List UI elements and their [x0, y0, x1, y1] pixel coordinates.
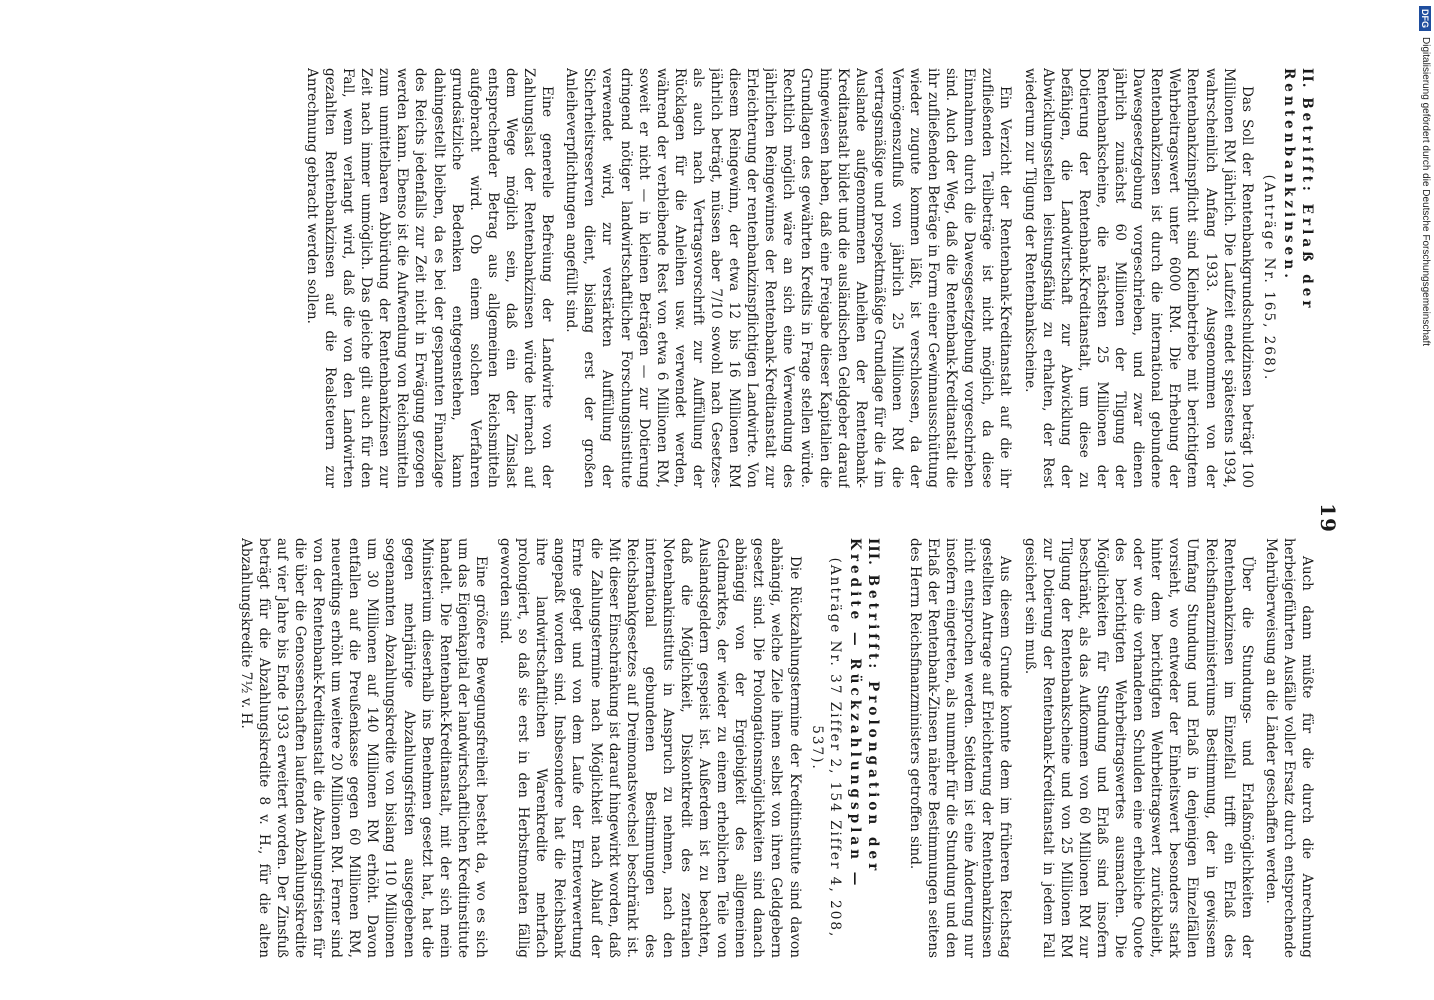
paragraph: Aus diesem Grunde konnte dem im früheren Reichstag gestellten Antrage auf Erleichterung der Rentenbankzinsen nicht entsprochen werden. Seitdem ist eine Änderung nur insofern eingetreten, als nunmehr für die Stundung und den Erlaß der Rentenbank-Zinsen nähere Bestimmungen seitens des Herrn Reichsfinanzministers getroffen sind.: [907, 538, 1014, 958]
paragraph: Das Soll der Rentenbankgrundschuldzinsen beträgt 100 Millionen RM jährlich. Die Laufzeit endet spätestens 1934, wahrscheinlich Anfang 1933. Ausgenommen von der Rentenbankzinspflicht sind Kleinbetriebe mit berichtigtem Wehrbeitragswert unter 6000 RM. Die Erhebung der Rentenbankzinsen ist durch die international gebundene Dawesgesetzgebung vorgeschrieben, und zwar dienen jährlich zunächst 60 Millionen der Tilgung der Rentenbankscheine, die nächsten 25 Millionen der Dotierung der Rentenbank-Kreditanstalt, um diese zu befähigen, die Landwirtschaft zur Abwicklung der Abwicklungsstellen leistungsfähig zu erhalten, der Rest wiederum zur Tilgung der Rentenbankscheine.: [1021, 68, 1255, 488]
sidebar-inner: [1419, 6, 1431, 996]
paragraph: Auch dann müßte für die durch die Anrechnung herbeigeführten Ausfälle voller Ersatz durch entsprechende Mehrüberweisung an die Länder geschaffen werden.: [1262, 538, 1315, 958]
digitization-credit: Digitalisierung gefördert durch die Deutsche Forschungsgemeinschaft: [1420, 37, 1431, 347]
section-heading-iii: [846, 538, 882, 958]
digitization-sidebar: [1419, 6, 1431, 996]
antraege-iii: (Anträge Nr. 37 Ziffer 2, 154 Ziffer 4, 208, 537).: [808, 557, 843, 939]
paragraph: Eine größere Bewegungsfreiheit besteht da, wo es sich um das Eigenkapital der landwirtschaftlichen Kreditinstitute handelt. Die Rentenbank-Kreditanstalt, mit der sich mein Ministerium dieserhalb ins Benehmen gesetzt hat, hat die gegen mehrjährige Abzahlungsfristen ausgegebenen sogenannten Abzahlungskredite von bislang 110 Millionen um 30 Millionen auf 140 Millionen RM erhöht. Davon entfallen auf die Preußenkasse gegen 60 Millionen RM, neuerdings erhöht um weitere 20 Millionen RM. Ferner sind von der Rentenbank-Kreditanstalt die Abzahlungsfristen für die über die Genossenschaften laufenden Abzahlungskredite auf vier Jahre bis Ende 1933 erweitert worden. Der Zinsfuß beträgt für die Abzahlungskredite 8 v. H., für die alten Abzahlungskredite 7½ v. H.: [237, 538, 489, 958]
paragraph: Eine generelle Befreiung der Landwirte von der Zahlungslast der Rentenbankzinsen würde hiernach auf dem Wege möglich sein, daß ein der Zinslast entsprechender Betrag aus allgemeinen Reichsmitteln aufgebracht wird. Ob einem solchen Verfahren grundsätzliche Bedenken entgegenstehen, kann dahingestellt bleiben, da es bei der gespannten Finanzlage des Reichs jedenfalls zur Zeit nicht in Erwägung gezogen werden kann. Ebenso ist die Aufwendung von Reichsmitteln zum unmittelbaren Abbürdung der Rentenbankzinsen zur Zeit nach immer unmöglich. Das gleiche gilt auch für den Fall, wenn verlangt wird, daß die von den Landwirten gezahlten Rentenbankzinsen auf die Realsteuern zur Anrechnung gebracht werden sollen.: [303, 68, 556, 488]
page-number: 19: [1316, 503, 1340, 533]
rotated-document-page: [102, 68, 1342, 968]
dfg-logo: DFG: [1419, 6, 1431, 31]
left-column: [116, 68, 1316, 488]
antraege-ii: (Anträge Nr. 165, 268).: [1260, 174, 1277, 382]
section-title-ii: Betrifft: Erlaß der Rentenbankzinsen.: [1280, 68, 1315, 312]
paragraph: Ein Verzicht der Rentenbank-Kreditanstalt auf die ihr zufließenden Teilbeträge ist nicht möglich, da diese Einnahmen durch die Dawesgesetzgebung vorgeschrieben sind. Auch der Weg, daß die Rentenbank-Kreditanstalt die ihr zufließenden Beträge in Form einer Gewinnausschüttung wieder zugute kommen läßt, ist verschlossen, da der Vermögenszufluß von jährlich 25 Millionen RM die vertragsmäßige und prospektmäßige Grundlage für die 4 im Auslande aufgenommenen Anleihen der Rentenbank-Kreditanstalt bildet und die ausländischen Geldgeber darauf hingewiesen haben, daß eine Freigabe dieser Kapitalien die Grundlagen des gewährten Kredits in Frage stellen würde. Rechtlich möglich wäre an sich eine Verwendung des jährlichen Reingewinnes der Rentenbank-Kreditanstalt zur Erleichterung der rentenbankzinspflichtigen Landwirte. Von diesem Reingewinn, der etwa 12 bis 16 Millionen RM jährlich beträgt, müssen aber 7/10 sowohl nach Gesetzes- als auch nach Vertragsvorschrift zur Auffüllung der Rücklagen für die Anleihen usw. verwendet werden, während der verbleibende Rest von etwa 6 Millionen RM, soweit er nicht — in kleinen Beträgen — zur Dotierung dringend nötiger landwirtschaftlicher Forschungsinstitute verwendet wird, zur verstärkten Auffüllung der Sicherheitsreserven dient, bislang erst der großen Anleiheverpflichtungen angefüllt sind.: [563, 68, 1014, 488]
paragraph: Über die Stundungs- und Erlaßmöglichkeiten der Rentenbankzinsen im Einzelfall trifft ein Erlaß des Reichsfinanzministeriums Bestimmung, der in gewissem Umfang Stundung und Erlaß in denjenigen Einzelfällen vorsieht, wo entweder der Einheitswert besonders stark hinter dem berichtigten Wehrbeitragswert zurückbleibt, oder wo die vorhandenen Schulden eine erhebliche Quote des berichtigten Wehrbeitragswertes ausmachen. Die Möglichkeiten für Stundung und Erlaß sind insofern beschränkt, als das Aufkommen von 60 Millionen RM zur Tilgung der Rentenbankscheine und von 25 Millionen RM zur Dotierung der Rentenbank-Kreditanstalt in jedem Fall gesichert sein muß.: [1021, 538, 1255, 958]
section-number-ii: II.: [1299, 68, 1315, 89]
section-number-iii: III.: [864, 538, 881, 566]
right-column: [116, 538, 1316, 958]
section-gap: [882, 538, 900, 958]
section-title-iii: Betrifft: Prolongation der Kredite — Rückzahlungsplan —: [846, 538, 881, 890]
section-heading-ii: [1280, 68, 1316, 488]
paragraph: Die Rückzahlungstermine der Kreditinstitute sind davon abhängig, welche Ziele ihnen selbst von ihren Geldgebern gesetzt sind. Die Prolongationsmöglichkeiten sind danach abhängig von der Ergiebigkeit des allgemeinen Geldmarktes, der wieder zu einem erheblichen Teile von Auslandsgeldern gespeist ist. Außerdem ist zu beachten, daß die Möglichkeit, Diskontkredit des zentralen Notenbankinstituts in Anspruch zu nehmen, nach den international gebundenen Bestimmungen des Reichsbankgesetzes auf Dreimonatswechsel beschränkt ist. Mit dieser Einschränkung ist darauf hingewirkt worden, daß die Zahlungstermine nach Möglichkeit nach Ablauf der Ernte gelegt und von dem Laufe der Ernteverwertung angepaßt worden sind. Insbesondere hat die Reichsbank ihre landwirtschaftlichen Warenkredite mehrfach prolongiert, so daß sie erst in den Herbstmonaten fällig geworden sind.: [497, 538, 803, 958]
